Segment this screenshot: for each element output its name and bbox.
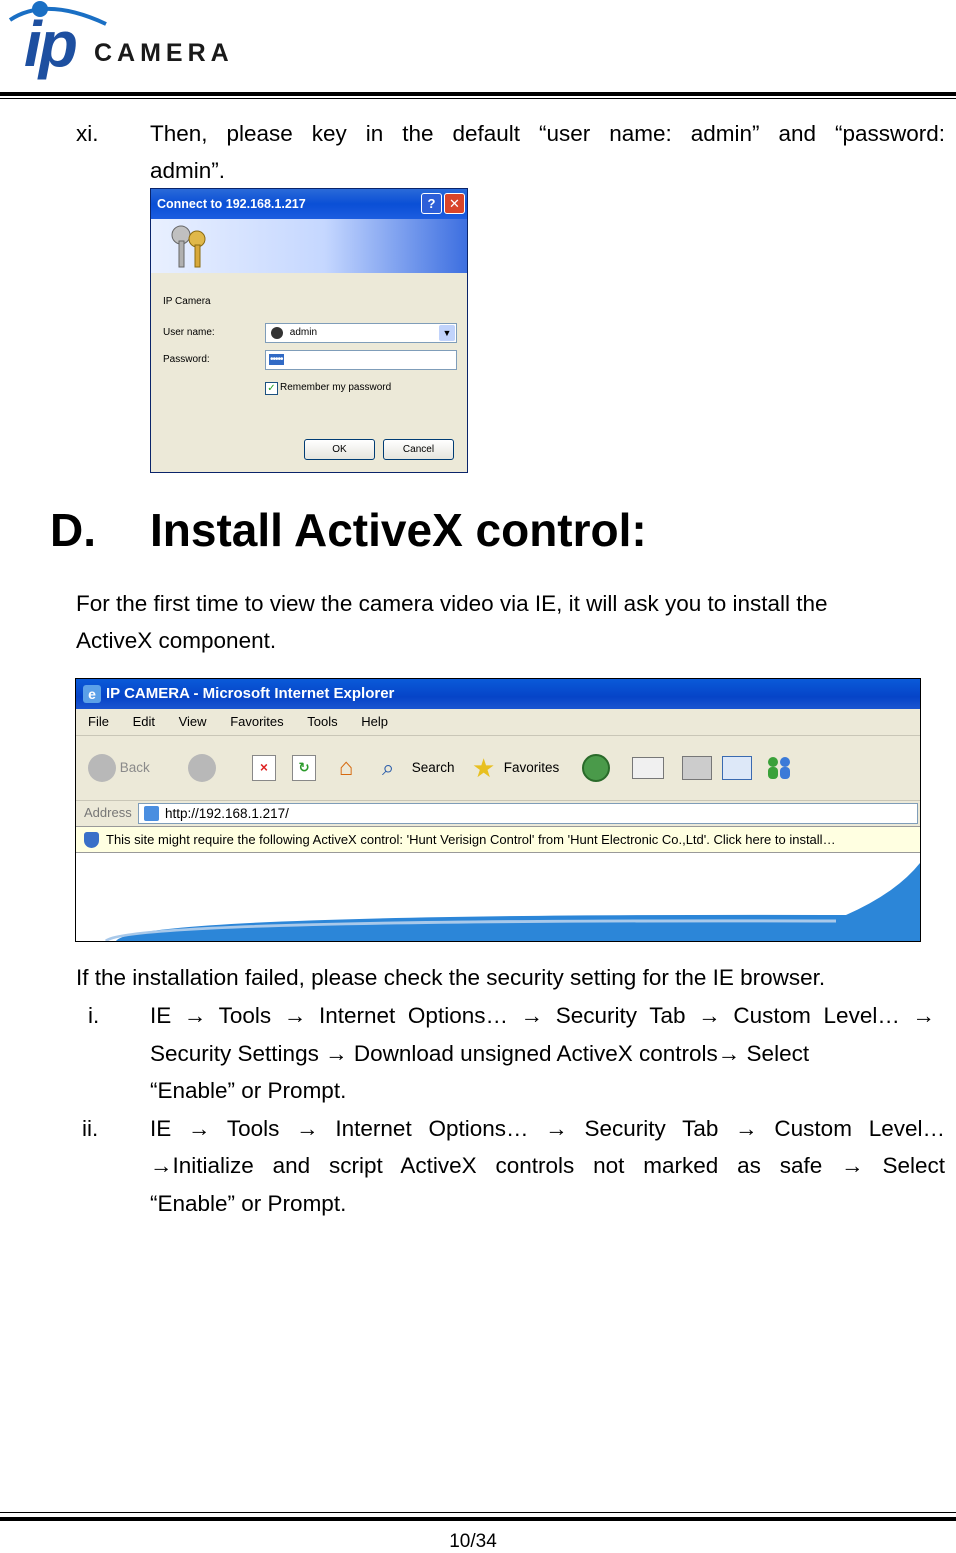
back-arrow-icon <box>88 754 116 782</box>
ie-menu-bar <box>76 709 920 736</box>
address-label: Address <box>84 805 132 820</box>
step-ii-marker: ii. <box>82 1116 99 1141</box>
step-i-line2: Security Settings → Download unsigned ActiveX controls→ Select <box>150 1041 810 1066</box>
edit-button[interactable] <box>722 752 752 784</box>
page-icon <box>144 806 159 821</box>
favorites-label: Favorites <box>503 760 560 775</box>
print-button[interactable] <box>682 752 712 784</box>
favorites-star-icon: ★ <box>472 753 496 784</box>
intro-line1: For the first time to view the camera video via IE, it will ask you to install the <box>76 591 828 616</box>
shield-icon <box>84 832 99 848</box>
search-icon: ⌕ <box>382 755 395 781</box>
remember-checkbox[interactable]: ✓ <box>265 382 278 395</box>
chevron-down-icon[interactable]: ▼ <box>439 325 455 341</box>
ie-toolbar <box>76 736 920 801</box>
page-number: 10/34 <box>449 1531 497 1552</box>
menu-favorites[interactable]: Favorites <box>230 714 284 729</box>
refresh-icon: ↻ <box>292 755 316 781</box>
step-i-line3: “Enable” or Prompt. <box>150 1078 347 1103</box>
step-xi-line2: admin”. <box>150 158 226 183</box>
user-name-value: admin <box>289 327 318 338</box>
favorites-button[interactable] <box>472 752 559 784</box>
search-button[interactable] <box>382 752 455 784</box>
stop-icon: × <box>252 755 276 781</box>
history-icon <box>582 754 610 782</box>
realm-label: IP Camera <box>163 296 211 307</box>
dialog-title: Connect to 192.168.1.217 <box>151 189 467 219</box>
ie-page-content <box>76 853 920 941</box>
edit-icon <box>722 756 752 780</box>
header-rule-thin <box>0 98 956 99</box>
section-title: Install ActiveX control: <box>150 504 647 556</box>
activex-info-bar[interactable]: This site might require the following ActiveX control: 'Hunt Verisign Control' from 'Hunt Electronic Co.,Ltd'. Click here to install… <box>76 826 920 853</box>
forward-button[interactable] <box>188 752 216 784</box>
user-name-combo[interactable] <box>265 323 457 343</box>
step-ii-line3: “Enable” or Prompt. <box>150 1191 347 1216</box>
address-input[interactable]: http://192.168.1.217/ <box>138 803 918 824</box>
footer-rule-thin <box>0 1512 956 1513</box>
home-button[interactable] <box>332 752 360 784</box>
address-bar <box>76 800 920 826</box>
history-button[interactable] <box>582 752 610 784</box>
ie-window <box>75 678 921 942</box>
step-ii-line1: IE → Tools → Internet Options… → Security Tab → Custom Level… <box>150 1116 945 1141</box>
password-value: ••••• <box>270 354 283 365</box>
mail-icon <box>632 757 664 779</box>
ie-title-bar: IP CAMERA - Microsoft Internet Explorer <box>76 679 920 709</box>
step-ii-line2: →Initialize and script ActiveX controls not marked as safe → Select <box>150 1153 945 1178</box>
messenger-button[interactable] <box>764 752 794 784</box>
messenger-icon <box>764 755 794 781</box>
ok-button[interactable]: OK <box>304 439 375 460</box>
logo-text: CAMERA <box>94 39 234 67</box>
ie-logo-icon: e <box>83 685 101 703</box>
user-icon <box>271 327 283 339</box>
login-dialog <box>150 188 468 473</box>
step-xi-line1: Then, please key in the default “user name: admin” and “password: <box>150 121 945 146</box>
menu-file[interactable]: File <box>88 714 109 729</box>
menu-view[interactable]: View <box>178 714 207 729</box>
page-banner-swoosh <box>76 853 920 941</box>
search-label: Search <box>411 760 455 775</box>
remember-label: Remember my password <box>280 382 392 393</box>
ip-camera-logo <box>6 0 276 90</box>
failed-note: If the installation failed, please check the security setting for the IE browser. <box>76 965 826 990</box>
header-rule <box>0 92 956 96</box>
password-label: Password: <box>163 354 210 365</box>
section-letter: D. <box>50 504 96 556</box>
cancel-button[interactable]: Cancel <box>383 439 454 460</box>
step-xi-marker: xi. <box>76 121 99 146</box>
step-i-marker: i. <box>88 1003 100 1028</box>
menu-tools[interactable]: Tools <box>307 714 338 729</box>
keys-icon <box>151 219 231 273</box>
help-button[interactable]: ? <box>421 193 442 214</box>
password-field[interactable] <box>265 350 457 370</box>
refresh-button[interactable] <box>292 752 316 784</box>
back-button[interactable] <box>88 752 150 784</box>
print-icon <box>682 756 712 780</box>
step-i-line1: IE → Tools → Internet Options… → Security Tab → Custom Level… → <box>150 1003 935 1028</box>
intro-line2: ActiveX component. <box>76 628 277 653</box>
logo-mark: ip <box>24 8 75 80</box>
mail-button[interactable] <box>632 752 664 784</box>
back-label: Back <box>119 760 150 775</box>
dialog-banner <box>151 219 467 273</box>
stop-button[interactable] <box>252 752 276 784</box>
footer-rule <box>0 1517 956 1521</box>
forward-arrow-icon <box>188 754 216 782</box>
menu-edit[interactable]: Edit <box>132 714 155 729</box>
user-name-label: User name: <box>163 327 215 338</box>
menu-help[interactable]: Help <box>361 714 389 729</box>
home-icon: ⌂ <box>338 754 354 782</box>
close-button[interactable]: ✕ <box>444 193 465 214</box>
